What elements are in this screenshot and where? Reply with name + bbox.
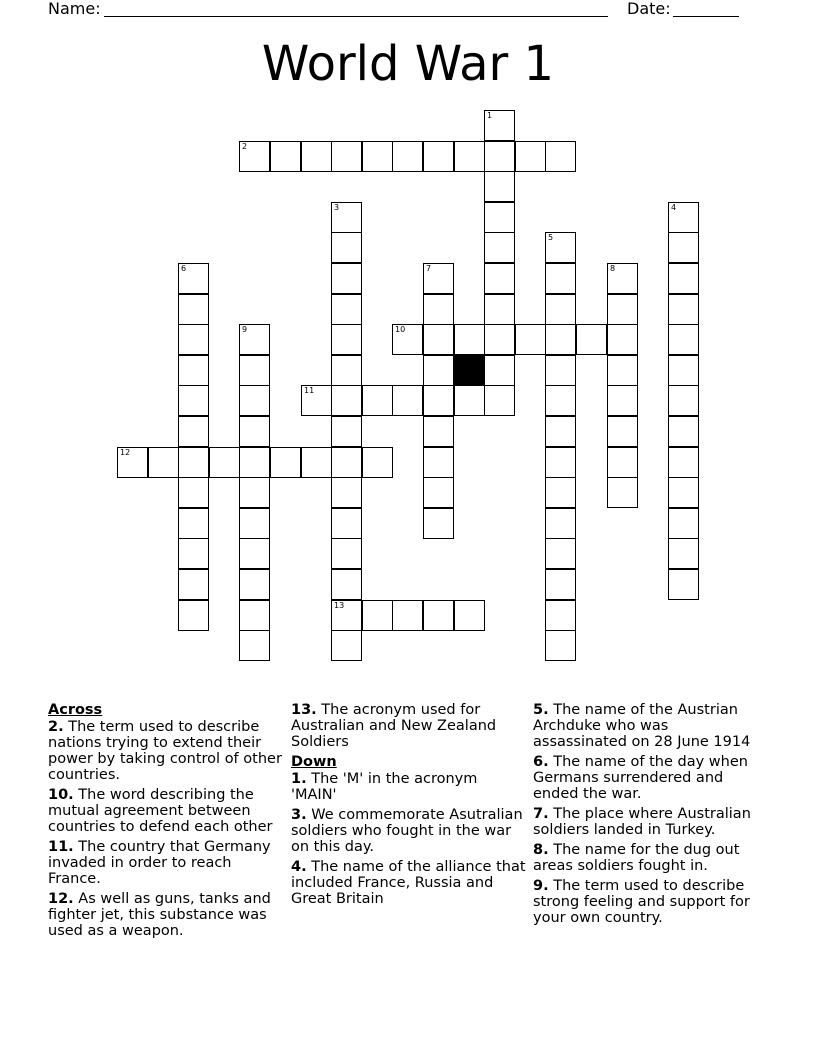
grid-cell[interactable] (423, 294, 454, 325)
clue-across-13 (291, 702, 527, 750)
grid-cell[interactable] (423, 385, 454, 416)
grid-cell[interactable] (331, 324, 362, 355)
grid-cell[interactable] (607, 447, 638, 478)
grid-cell[interactable] (331, 600, 362, 631)
cell-number: 2 (242, 142, 248, 151)
grid-cell[interactable] (239, 508, 270, 539)
grid-cell[interactable] (668, 232, 699, 263)
grid-cell[interactable] (668, 538, 699, 569)
grid-cell[interactable] (239, 569, 270, 600)
grid-cell[interactable] (545, 477, 576, 508)
grid-cell[interactable] (392, 141, 423, 172)
clue-number: 6. (533, 754, 549, 770)
grid-cell[interactable] (423, 141, 454, 172)
grid-cell[interactable] (545, 141, 576, 172)
grid-cell[interactable] (331, 202, 362, 233)
clue-text: We commemorate Asutralian soldiers who fought in the war on this day. (291, 807, 523, 855)
grid-cell[interactable] (484, 385, 515, 416)
grid-cell[interactable] (545, 538, 576, 569)
page-title: World War 1 (261, 36, 555, 92)
grid-cell[interactable] (178, 324, 209, 355)
clue-text: The country that Germany invaded in order to reach France. (48, 839, 271, 887)
cell-number: 12 (120, 448, 131, 457)
grid-cell[interactable] (454, 385, 485, 416)
grid-cell[interactable] (668, 416, 699, 447)
grid-cell[interactable] (545, 355, 576, 386)
clue-text: The name for the dug out areas soldiers fought in. (533, 842, 740, 874)
grid-cell[interactable] (331, 508, 362, 539)
clues-column-2 (291, 702, 527, 911)
grid-cell[interactable] (362, 600, 393, 631)
clue-number: 11. (48, 839, 74, 855)
grid-cell[interactable] (484, 110, 515, 141)
clue-number: 3. (291, 807, 307, 823)
grid-cell[interactable] (484, 263, 515, 294)
grid-cell[interactable] (545, 630, 576, 661)
grid-cell[interactable] (301, 141, 332, 172)
cell-number: 8 (610, 264, 616, 273)
grid-cell[interactable] (239, 447, 270, 478)
grid-cell[interactable] (484, 202, 515, 233)
grid-cell[interactable] (668, 569, 699, 600)
grid-cell[interactable] (545, 569, 576, 600)
cell-number: 5 (548, 233, 554, 242)
clue-number: 12. (48, 891, 74, 907)
grid-cell[interactable] (362, 447, 393, 478)
grid-cell[interactable] (484, 141, 515, 172)
grid-cell[interactable] (607, 263, 638, 294)
clues-column-1 (48, 702, 284, 943)
cell-number: 9 (242, 325, 248, 334)
grid-cell[interactable] (178, 294, 209, 325)
grid-cell[interactable] (392, 385, 423, 416)
grid-cell[interactable] (668, 477, 699, 508)
grid-cell[interactable] (331, 630, 362, 661)
grid-cell[interactable] (454, 324, 485, 355)
clue-down-6 (533, 754, 763, 802)
clue-text: The term used to describe nations trying to extend their power by taking control of other countries. (48, 719, 282, 783)
grid-cell[interactable] (178, 416, 209, 447)
clue-across-12 (48, 891, 284, 939)
grid-cell[interactable] (668, 508, 699, 539)
grid-cell[interactable] (668, 202, 699, 233)
grid-cell[interactable] (178, 538, 209, 569)
cell-number: 6 (181, 264, 187, 273)
grid-cell[interactable] (178, 447, 209, 478)
grid-cell[interactable] (331, 477, 362, 508)
grid-cell[interactable] (668, 385, 699, 416)
clue-number: 13. (291, 702, 317, 718)
grid-cell[interactable] (484, 232, 515, 263)
grid-cell[interactable] (270, 141, 301, 172)
clue-text: The term used to describe strong feeling and support for your own country. (533, 878, 750, 926)
grid-cell[interactable] (607, 385, 638, 416)
date-label: Date: (627, 0, 671, 18)
grid-cell[interactable] (301, 385, 332, 416)
across-header: Across (48, 702, 103, 718)
grid-cell[interactable] (423, 355, 454, 386)
grid-cell[interactable] (668, 355, 699, 386)
grid-cell[interactable] (545, 294, 576, 325)
grid-cell[interactable] (331, 447, 362, 478)
clue-text: As well as guns, tanks and fighter jet, this substance was used as a weapon. (48, 891, 271, 939)
grid-cell[interactable] (515, 141, 546, 172)
clue-text: The name of the day when Germans surrendered and ended the war. (533, 754, 748, 802)
grid-cell[interactable] (392, 600, 423, 631)
grid-cell[interactable] (545, 263, 576, 294)
grid-cell[interactable] (545, 508, 576, 539)
clue-down-5 (533, 702, 763, 750)
grid-cell[interactable] (454, 141, 485, 172)
grid-cell[interactable] (607, 355, 638, 386)
cell-number: 1 (487, 111, 493, 120)
grid-cell[interactable] (362, 141, 393, 172)
clue-text: The name of the Austrian Archduke who was assassinated on 28 June 1914 (533, 702, 751, 750)
grid-cell[interactable] (331, 232, 362, 263)
clue-down-3 (291, 807, 527, 855)
cell-number: 3 (334, 203, 340, 212)
grid-cell[interactable] (331, 141, 362, 172)
clue-down-7 (533, 806, 763, 838)
grid-cell[interactable] (576, 324, 607, 355)
grid-cell[interactable] (209, 447, 240, 478)
grid-cell[interactable] (423, 477, 454, 508)
grid-cell[interactable] (545, 600, 576, 631)
grid-cell[interactable] (545, 232, 576, 263)
grid-cell[interactable] (423, 447, 454, 478)
grid-cell[interactable] (423, 416, 454, 447)
grid-cell[interactable] (484, 294, 515, 325)
grid-cell[interactable] (239, 416, 270, 447)
grid-cell[interactable] (331, 294, 362, 325)
clue-number: 8. (533, 842, 549, 858)
clue-number: 10. (48, 787, 74, 803)
grid-cell[interactable] (484, 171, 515, 202)
grid-cell[interactable] (668, 324, 699, 355)
grid-cell[interactable] (331, 538, 362, 569)
grid-cell[interactable] (607, 294, 638, 325)
grid-cell[interactable] (484, 355, 515, 386)
grid-cell[interactable] (178, 263, 209, 294)
grid-cell[interactable] (178, 508, 209, 539)
grid-cell[interactable] (331, 263, 362, 294)
grid-cell[interactable] (239, 630, 270, 661)
grid-cell[interactable] (239, 355, 270, 386)
grid-cell[interactable] (331, 569, 362, 600)
grid-cell[interactable] (239, 477, 270, 508)
grid-cell[interactable] (545, 324, 576, 355)
grid-cell[interactable] (178, 477, 209, 508)
grid-cell[interactable] (362, 385, 393, 416)
clue-across-2 (48, 719, 284, 783)
clue-text: The acronym used for Australian and New Zealand Soldiers (291, 702, 497, 750)
grid-cell[interactable] (423, 263, 454, 294)
cell-number: 4 (671, 203, 677, 212)
cell-number: 10 (395, 325, 406, 334)
clue-across-11 (48, 839, 284, 887)
clue-text: The 'M' in the acronym 'MAIN' (291, 771, 478, 803)
clue-number: 9. (533, 878, 549, 894)
grid-cell[interactable] (668, 294, 699, 325)
clue-number: 5. (533, 702, 549, 718)
clue-down-1 (291, 771, 527, 803)
down-header: Down (291, 754, 337, 770)
clue-down-9 (533, 878, 763, 926)
clue-text: The word describing the mutual agreement between countries to defend each other (48, 787, 273, 835)
grid-cell[interactable] (545, 416, 576, 447)
grid-cell[interactable] (423, 508, 454, 539)
clue-number: 7. (533, 806, 549, 822)
clue-across-10 (48, 787, 284, 835)
grid-cell[interactable] (607, 416, 638, 447)
grid-cell[interactable] (331, 416, 362, 447)
clue-text: The name of the alliance that included France, Russia and Great Britain (291, 859, 526, 907)
clues-column-3 (533, 702, 763, 930)
grid-cell[interactable] (668, 447, 699, 478)
grid-cell[interactable] (331, 385, 362, 416)
grid-cell[interactable] (117, 447, 148, 478)
grid-cell[interactable] (239, 538, 270, 569)
grid-cell[interactable] (545, 447, 576, 478)
grid-cell[interactable] (607, 324, 638, 355)
grid-cell[interactable] (607, 477, 638, 508)
grid-cell[interactable] (239, 600, 270, 631)
black-square (454, 355, 485, 386)
cell-number: 7 (426, 264, 432, 273)
clue-down-4 (291, 859, 527, 907)
clue-number: 2. (48, 719, 64, 735)
grid-cell[interactable] (178, 355, 209, 386)
grid-cell[interactable] (331, 355, 362, 386)
grid-cell[interactable] (178, 385, 209, 416)
name-label: Name: (48, 0, 101, 18)
grid-cell[interactable] (668, 263, 699, 294)
grid-cell[interactable] (239, 385, 270, 416)
grid-cell[interactable] (423, 600, 454, 631)
clue-down-8 (533, 842, 763, 874)
clue-number: 1. (291, 771, 307, 787)
grid-cell[interactable] (178, 569, 209, 600)
grid-cell[interactable] (454, 600, 485, 631)
grid-cell[interactable] (148, 447, 179, 478)
grid-cell[interactable] (301, 447, 332, 478)
grid-cell[interactable] (484, 324, 515, 355)
clue-text: The place where Australian soldiers landed in Turkey. (533, 806, 751, 838)
cell-number: 13 (334, 601, 345, 610)
grid-cell[interactable] (270, 447, 301, 478)
grid-cell[interactable] (392, 324, 423, 355)
grid-cell[interactable] (423, 324, 454, 355)
grid-cell[interactable] (239, 324, 270, 355)
clue-number: 4. (291, 859, 307, 875)
grid-cell[interactable] (545, 385, 576, 416)
grid-cell[interactable] (515, 324, 546, 355)
cell-number: 11 (304, 386, 315, 395)
grid-cell[interactable] (178, 600, 209, 631)
grid-cell[interactable] (239, 141, 270, 172)
